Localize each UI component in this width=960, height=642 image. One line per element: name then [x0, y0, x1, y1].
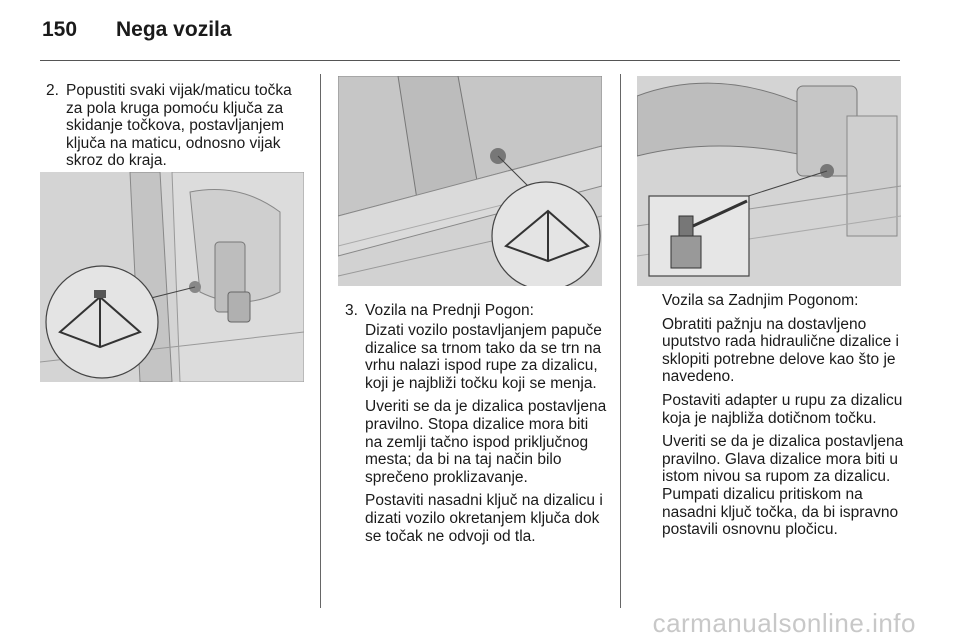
step-heading: Vozila na Prednji Pogon:	[365, 302, 534, 319]
step-3-body	[365, 322, 609, 551]
step-number: 3.	[345, 302, 358, 319]
step-number: 2.	[46, 82, 59, 99]
paragraph: Uveriti se da je dizalica postavljena pravilno. Glava dizalice mora biti u istom nivou sa rupom za dizalicu. Pumpati dizalicu pritiskom na nasadni ključ točka, da bi ispravno postavili osnovnu pločicu.	[662, 433, 904, 539]
paragraph: Postaviti adapter u rupu za dizalicu koja je najbliža dotičnom točku.	[662, 391, 903, 427]
figure-front-jack	[338, 76, 602, 286]
column-divider-right	[620, 74, 621, 608]
step-text: Popustiti svaki vijak/maticu točka za pola kruga pomoću ključa za skidanje točkova, postavljanjem ključa na maticu, odnosno vijak skroz do kraja.	[66, 82, 292, 170]
figure-wheel-jack	[40, 172, 304, 382]
page-number: 150	[42, 18, 78, 41]
section-heading: Vozila sa Zadnjim Pogonom:	[662, 292, 859, 309]
front-jack-illustration	[338, 76, 602, 286]
paragraph: Postaviti nasadni ključ na dizalicu i dizati vozilo okretanjem ključa dok se točak ne odvoji od tla.	[365, 492, 603, 545]
paragraph: Obratiti pažnju na dostavljeno uputstvo rada hidraulične dizalice i sklopiti potrebne delove kao što je navedeno.	[662, 315, 899, 386]
wheel-jack-illustration	[40, 172, 304, 382]
column-divider-left	[320, 74, 321, 608]
header-rule	[40, 60, 900, 61]
figure-rear-jack	[637, 76, 901, 286]
watermark: carmanualsonline.info	[652, 608, 916, 638]
page-title: Nega vozila	[116, 18, 232, 41]
rear-drive-section	[662, 292, 906, 545]
paragraph: Dizati vozilo postavljanjem papuče dizalice sa trnom tako da se trn na vrhu nalazi ispod rupe za dizalicu, koji je najbliži točku koji se menja.	[365, 322, 602, 392]
rear-jack-illustration	[637, 76, 901, 286]
paragraph: Uveriti se da je dizalica postavljena pravilno. Stopa dizalice mora biti na zemlji tačno ispod priključnog mesta; da bi na taj način bilo sprečeno proklizavanje.	[365, 398, 607, 486]
